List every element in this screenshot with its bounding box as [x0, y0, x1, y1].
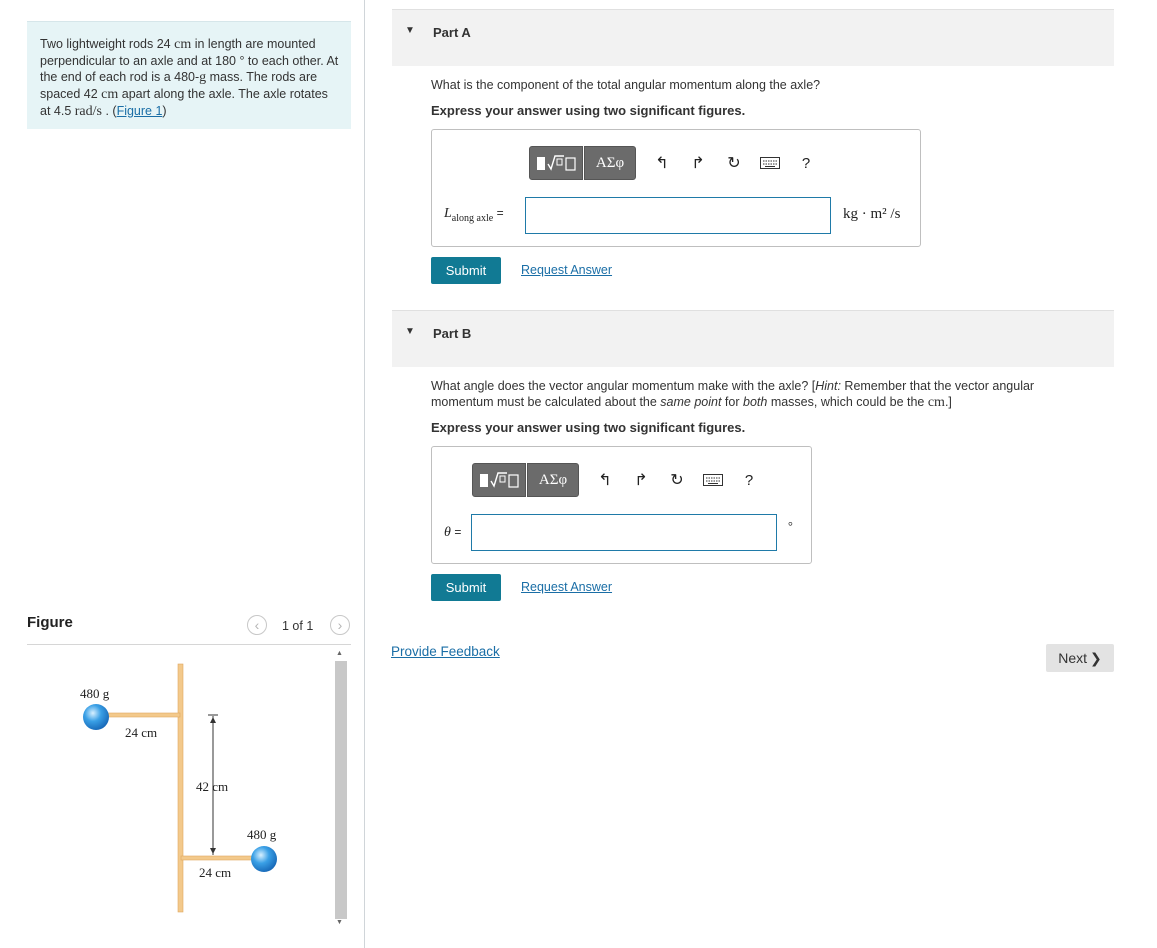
templates-button[interactable] [472, 463, 526, 497]
part-b-math-toolbar [472, 462, 767, 498]
arrowhead-down [210, 848, 216, 854]
scrollbar-thumb[interactable] [335, 661, 347, 919]
redo-icon[interactable]: ↱ [634, 472, 648, 489]
emphasis-text: same point [660, 395, 722, 409]
templates-button[interactable] [529, 146, 583, 180]
question-text: What angle does the vector angular momentum make with the axle? [ [431, 379, 816, 393]
equals-sign: = [454, 525, 462, 539]
scroll-down-icon[interactable]: ▼ [336, 919, 343, 926]
part-b-variable [444, 525, 461, 541]
greek-symbols-button[interactable]: ΑΣφ [584, 146, 636, 180]
problem-text: apart along the axle. The axle rotates at 4.5 [40, 87, 328, 118]
part-b-instruction: Express your answer using two significant figures. [431, 420, 746, 435]
caret-down-icon[interactable]: ▼ [405, 326, 415, 337]
keyboard-shape [760, 157, 780, 169]
problem-text: Two lightweight rods 24 [40, 37, 175, 51]
scroll-up-icon[interactable]: ▲ [336, 650, 343, 657]
top-rod-label: 24 cm [125, 725, 158, 740]
next-button[interactable] [1046, 644, 1114, 672]
bottom-mass [251, 846, 277, 872]
part-b-question [431, 378, 1091, 411]
part-a-question: What is the component of the total angular momentum along the axle? [431, 78, 821, 92]
chevron-left-icon: ‹ [254, 617, 260, 633]
unit-cm: cm [101, 87, 119, 102]
caret-down-icon[interactable]: ▼ [405, 25, 415, 36]
emphasis-text: both [743, 395, 768, 409]
unit-rad-per-s: rad/s [74, 104, 102, 119]
undo-icon[interactable]: ↰ [655, 155, 669, 172]
chevron-right-icon: ❯ [1090, 649, 1102, 666]
redo-icon[interactable]: ↱ [691, 155, 705, 172]
figure-header [27, 612, 351, 640]
question-text: masses, which could be the [767, 395, 928, 409]
figure-scrollbar[interactable] [333, 648, 349, 930]
next-label: Next [1058, 650, 1088, 666]
part-b-answer-box [431, 446, 812, 564]
part-a-answer-input[interactable] [525, 197, 831, 234]
question-text: for [721, 395, 743, 409]
equals-sign: = [496, 206, 504, 220]
unit-cm: cm [174, 37, 192, 52]
undo-icon[interactable]: ↰ [598, 472, 612, 489]
part-a-request-answer-link[interactable]: Request Answer [521, 263, 613, 277]
problem-statement [27, 21, 351, 129]
keyboard-shape [703, 474, 723, 486]
part-b-units: ° [788, 519, 793, 533]
part-b-title: Part B [433, 326, 472, 341]
figure-next-button[interactable] [330, 615, 350, 635]
templates-icon [534, 152, 578, 174]
arrowhead-up [210, 717, 216, 723]
part-a-title: Part A [433, 25, 471, 40]
top-rod [99, 713, 180, 717]
question-text: .] [944, 395, 952, 409]
question-text: Remember that the vector angular momentum must be calculated about the [431, 379, 1035, 409]
figure-prev-button[interactable] [247, 615, 267, 635]
figure-title: Figure [27, 614, 73, 631]
bottom-mass-label: 480 g [247, 827, 277, 842]
figure-link[interactable]: Figure 1 [116, 104, 163, 118]
part-a-answer-box [431, 129, 921, 247]
problem-text: mass. The rods are spaced 42 [40, 70, 318, 101]
figure-image [27, 648, 337, 938]
part-b-answer-input[interactable] [471, 514, 777, 551]
problem-text: ) [162, 104, 167, 118]
bottom-rod [181, 856, 263, 860]
help-button[interactable]: ? [744, 471, 754, 489]
figure-counter: 1 of 1 [282, 619, 314, 633]
greek-symbols-button[interactable]: ΑΣφ [527, 463, 579, 497]
part-a-math-toolbar [529, 145, 824, 181]
provide-feedback-link[interactable]: Provide Feedback [391, 644, 500, 659]
keyboard-icon[interactable] [752, 146, 788, 180]
top-mass [83, 704, 109, 730]
hint-label: Hint: [815, 379, 841, 393]
part-a-header[interactable] [392, 9, 1114, 66]
part-a-variable [444, 206, 504, 224]
keyboard-icon[interactable] [695, 463, 731, 497]
problem-text: . ( [101, 104, 117, 118]
variable-subscript: along axle [451, 212, 494, 224]
spacing-label: 42 cm [196, 779, 229, 794]
unit-cm: cm [927, 395, 945, 410]
part-a-instruction: Express your answer using two significant figures. [431, 103, 746, 118]
part-b-header[interactable] [392, 310, 1114, 367]
rods-diagram [27, 648, 337, 938]
part-a-submit-button[interactable]: Submit [431, 257, 501, 284]
templates-icon [477, 469, 521, 491]
variable-symbol: θ [444, 525, 451, 540]
figure-divider [27, 644, 351, 645]
help-button[interactable]: ? [801, 154, 811, 172]
chevron-right-icon: › [337, 617, 343, 633]
part-b-submit-button[interactable]: Submit [431, 574, 501, 601]
variable-symbol: L [444, 206, 452, 221]
column-divider [364, 0, 365, 948]
reset-icon[interactable]: ↻ [670, 472, 684, 489]
axle [178, 664, 183, 912]
top-mass-label: 480 g [80, 686, 110, 701]
reset-icon[interactable]: ↻ [727, 155, 741, 172]
part-a-units: kg · m² /s [843, 206, 901, 222]
unit-g: g [199, 70, 207, 85]
part-b-request-answer-link[interactable]: Request Answer [521, 580, 613, 594]
problem-text: in length are mounted perpendicular to an axle and at 180 ° to each other. At the end of each rod is a 480- [40, 37, 339, 84]
bottom-rod-label: 24 cm [199, 865, 232, 880]
